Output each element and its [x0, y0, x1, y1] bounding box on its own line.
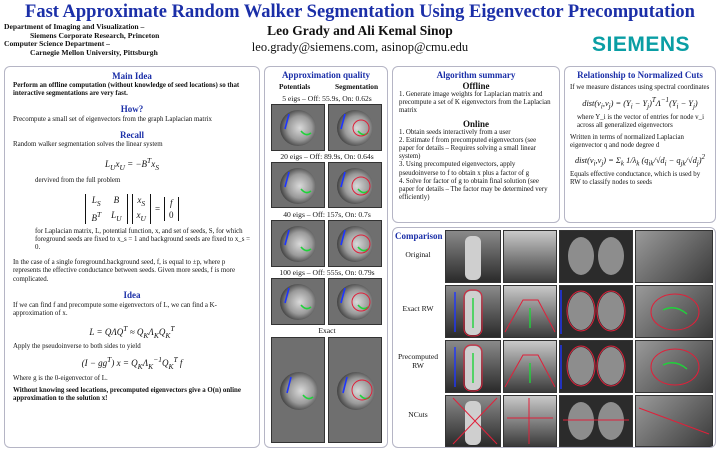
- segmentation-header: Segmentation: [335, 82, 379, 91]
- main-idea-heading: Main Idea: [112, 71, 152, 81]
- normalized-cuts-panel: [564, 66, 716, 223]
- online-step: 3. Using precomputed eigenvectors, apply pseudoinverse to f to obtain x plus a factor of g: [399, 161, 530, 177]
- comparison-panel: [392, 227, 716, 448]
- spectral-where-text: where Y_i is the vector of entries for node v_i across all generalized eigenvectors: [577, 113, 704, 129]
- spectral-distance-equation: $dist(v_i,v_j) = (Y_i - Y_j)^T\Lambda^{-1}(Y_i - Y_j)$: [582, 96, 698, 111]
- online-heading: Online: [462, 118, 489, 129]
- siemens-logo: SIEMENS: [592, 33, 691, 56]
- authors: Leo Grady and Ali Kemal Sinop: [267, 23, 453, 38]
- potentials-image: [271, 162, 325, 208]
- segmentation-image: [328, 220, 382, 267]
- affiliation-line: Siemens Corporate Research, Princeton: [30, 30, 160, 40]
- offline-step: 1. Generate image weights for Laplacian matrix and precompute a set of K eigenvectors from the Laplacian matrix: [399, 91, 551, 115]
- statue-exact-rw-image: [445, 285, 501, 338]
- potentials-header: Potentials: [279, 82, 311, 91]
- closing-text: Without knowing seed locations, precomputed eigenvectors give a O(n) online approximation to the solution x!: [13, 387, 241, 403]
- potentials-image: [271, 220, 325, 267]
- baby-ncuts-image: [635, 395, 713, 447]
- statue-precomputed-rw-image: [445, 340, 501, 393]
- road-exact-rw-image: [503, 285, 557, 338]
- baby-precomputed-rw-image: [635, 340, 713, 393]
- online-step: 2. Estimate f from precomputed eigenvectors (see paper for details – Requires solving a small linear system): [399, 136, 537, 161]
- normalized-cuts-heading: Relationship to Normalized Cuts: [577, 70, 703, 80]
- spectral-intro: If we measure distances using spectral coordinates: [570, 84, 710, 91]
- approximation-quality-panel: [264, 66, 388, 448]
- comparison-row-label: NCuts: [408, 410, 428, 419]
- row-label: Exact: [318, 326, 336, 335]
- row-label: 20 eigs – Off: 89.9s, On: 0.64s: [280, 152, 374, 161]
- statue-ncuts-image: [445, 395, 501, 447]
- online-step: 1. Obtain seeds interactively from a user: [399, 128, 511, 136]
- where-text: Where g is the 0-eigenvector of L.: [13, 375, 108, 383]
- affiliation-line: Department of Imaging and Visualization –: [4, 22, 145, 31]
- main-idea-text: Perform an offline computation (without knowledge of seed locations) so that interactive segmentations are very fast.: [13, 82, 240, 98]
- statue-original-image: [445, 230, 501, 283]
- conductance-text: Equals effective conductance, which is used by RW to classify nodes to seeds: [570, 170, 701, 187]
- row-label: 5 eigs – Off: 55.9s, On: 0.62s: [282, 94, 372, 103]
- poster-title: Fast Approximate Random Walker Segmentation Using Eigenvector Precomputation: [25, 2, 695, 22]
- segmentation-image: [328, 104, 382, 151]
- road-ncuts-image: [503, 395, 557, 447]
- online-step: 4. Solve for factor of g to obtain final solution (see paper for details – The factor may be determined very efficiently): [399, 177, 548, 202]
- recall-text: Random walker segmentation solves the linear system: [13, 140, 163, 148]
- affiliation-line: Computer Science Department –: [4, 39, 110, 49]
- algorithm-summary-heading: Algorithm summary: [436, 70, 516, 80]
- comparison-row-label: Original: [405, 250, 431, 259]
- recall-heading: Recall: [120, 129, 144, 140]
- road-original-image: [503, 230, 557, 283]
- how-text: Precompute a small set of eigenvectors from the graph Laplacian matrix: [13, 116, 212, 124]
- chest-original-image: [559, 230, 633, 283]
- pseudoinverse-text: Apply the pseudoinverse to both sides to yield: [13, 343, 141, 351]
- potentials-image: [271, 104, 325, 151]
- block-matrix-equation: $L_S$ B $B^T$ $L_U$ $x_S$ $x_U$ = f 0: [5, 190, 259, 224]
- chest-precomputed-rw-image: [559, 340, 633, 393]
- idea-text: If we can find f and precompute some eigenvectors of L, we can find a K-approximation of x.: [13, 301, 217, 318]
- approximation-quality-heading: Approximation quality: [281, 70, 371, 80]
- potentials-image: [271, 278, 325, 325]
- affiliation-line: Carnegie Mellon University, Pittsburgh: [30, 47, 158, 57]
- row-label: 40 eigs – Off: 157s, On: 0.7s: [283, 210, 371, 219]
- random-walker-equation: $L_Ux_U = -B^Tx_S$: [105, 155, 159, 172]
- segmentation-image: [328, 337, 382, 443]
- comparison-row-label: Exact RW: [402, 304, 434, 313]
- comparison-heading: Comparison: [395, 231, 443, 241]
- written-text: Written in terms of normalized Laplacian eigenvector q and node degree d: [570, 134, 684, 150]
- affiliations: [4, 23, 159, 57]
- comparison-row-label: Precomputed RW: [397, 352, 439, 370]
- algorithm-summary-panel: [392, 66, 560, 223]
- derived-text: dervived from the full problem: [35, 176, 121, 184]
- single-seed-text: In the case of a single foreground.background seed, f, is equal to ±p, where p represents the effective conductance between seeds. Given more seeds, f is more complicated.: [13, 259, 236, 283]
- row-label: 100 eigs – Off: 555s, On: 0.79s: [279, 268, 375, 277]
- emails: leo.grady@siemens.com, asinop@cmu.edu: [251, 40, 469, 54]
- eigen-approx-equation: $L = Q\Lambda Q^T \approx Q_K\Lambda_KQ_K^T$: [89, 324, 175, 341]
- segmentation-image: [328, 278, 382, 325]
- chest-exact-rw-image: [559, 285, 633, 338]
- pseudoinverse-equation: $(I - gg^T)$ $x = Q_K\Lambda_K^{-1}Q_K^T$ f: [81, 355, 183, 372]
- baby-original-image: [635, 230, 713, 283]
- offline-heading: Offline: [462, 81, 490, 91]
- laplacian-text: for Laplacian matrix, L, potential function, x, and set of seeds, S, for which foreground seeds are fixed to x_s = 1 and background seeds are fixed to x_s = 0.: [35, 227, 251, 252]
- segmentation-image: [328, 162, 382, 208]
- baby-exact-rw-image: [635, 285, 713, 338]
- main-idea-panel: [4, 66, 260, 448]
- chest-ncuts-image: [559, 395, 633, 447]
- how-heading: How?: [120, 104, 144, 115]
- conductance-equation: $dist(v_i,v_j) = \Sigma_k$ $1/\lambda_k$ $(q_{ik}/√d_i - q_{jk}/√d_j)^2$: [574, 153, 706, 168]
- potentials-image: [271, 337, 325, 443]
- road-precomputed-rw-image: [503, 340, 557, 393]
- idea-heading: Idea: [123, 289, 141, 300]
